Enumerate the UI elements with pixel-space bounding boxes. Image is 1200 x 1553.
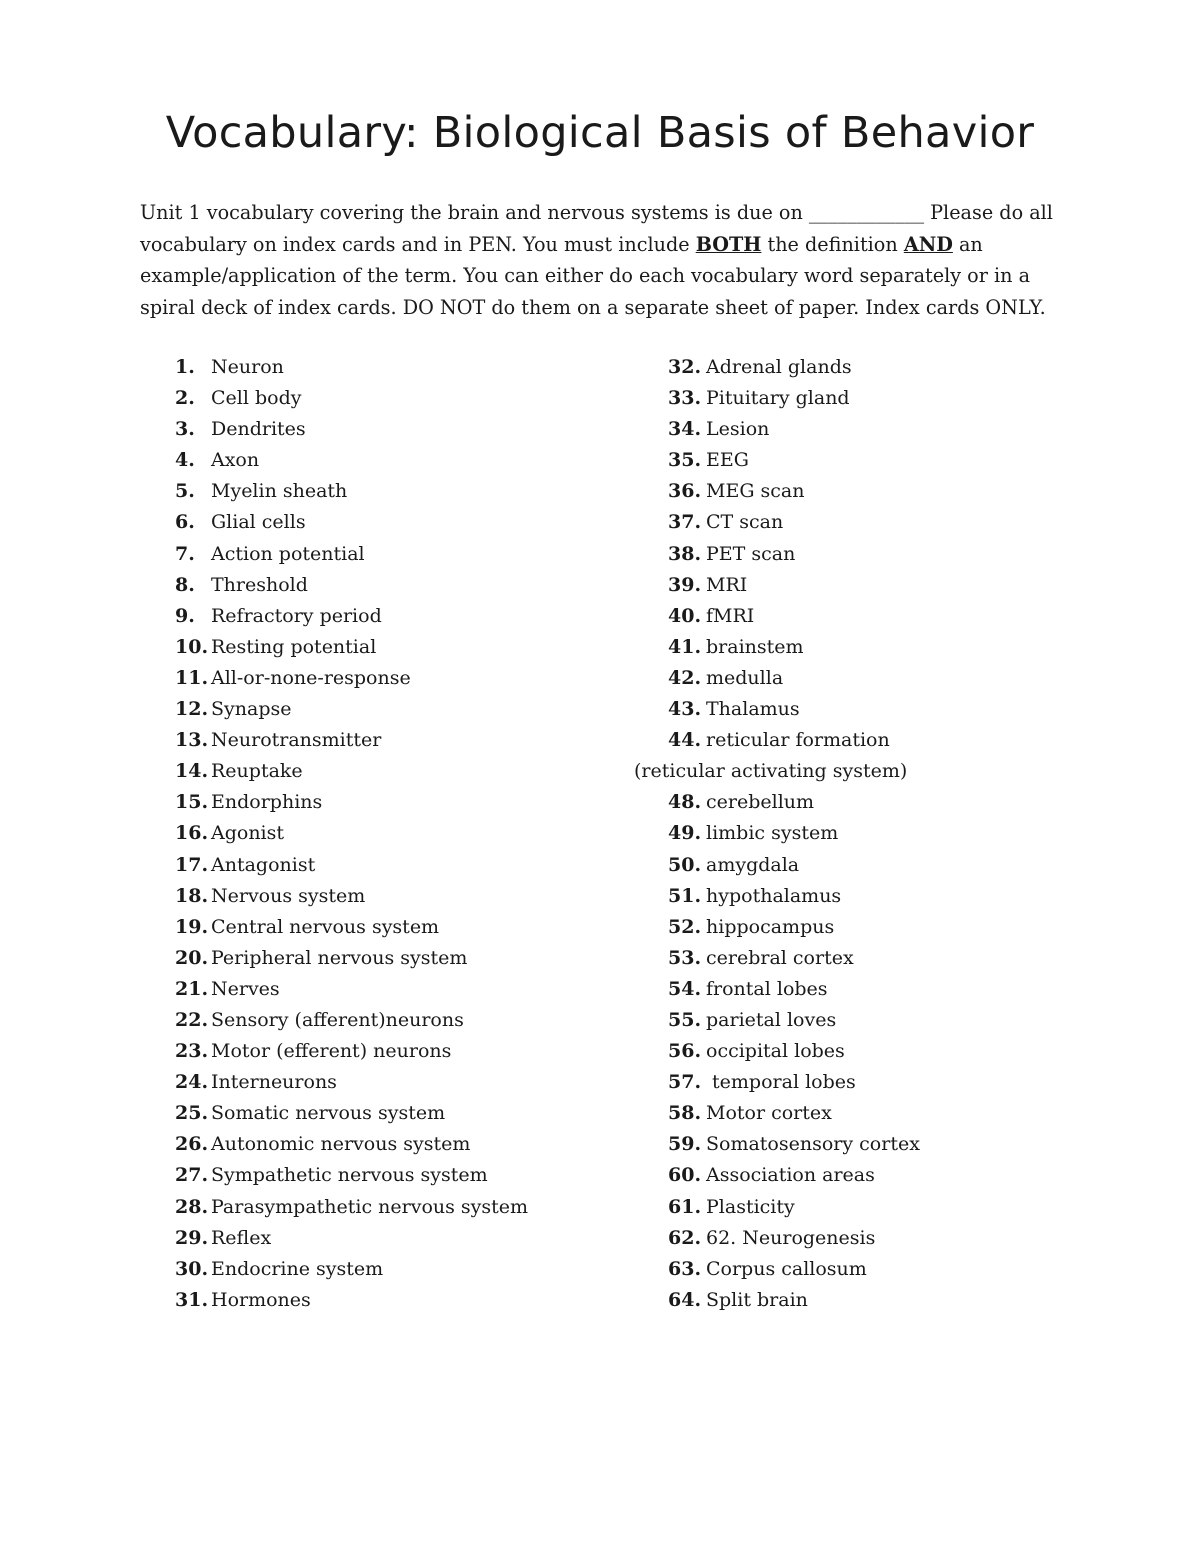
vocab-item bbox=[175, 414, 615, 445]
vocab-item bbox=[668, 507, 1148, 538]
vocab-item bbox=[175, 881, 615, 912]
vocab-number: 64. bbox=[668, 1288, 702, 1311]
vocab-number: 22. bbox=[175, 1008, 209, 1031]
vocab-number: 18. bbox=[175, 884, 209, 907]
vocab-term: amygdala bbox=[706, 853, 800, 876]
vocab-item bbox=[668, 414, 1148, 445]
vocab-term: Reuptake bbox=[211, 760, 303, 783]
vocab-term: parietal loves bbox=[706, 1008, 837, 1031]
vocab-term: EEG bbox=[706, 449, 749, 472]
vocab-term: Nervous system bbox=[211, 884, 366, 907]
vocab-number: 37. bbox=[668, 511, 702, 534]
vocab-number: 12. bbox=[175, 698, 209, 721]
vocab-number: 61. bbox=[668, 1195, 702, 1218]
vocab-item bbox=[175, 383, 615, 414]
instructions-paragraph bbox=[140, 197, 1070, 323]
vocab-number: 10. bbox=[175, 635, 209, 658]
vocab-term: Refractory period bbox=[211, 604, 382, 627]
vocab-item bbox=[668, 1192, 1148, 1223]
vocab-term: cerebellum bbox=[706, 791, 815, 814]
vocab-number: 38. bbox=[668, 542, 702, 565]
vocab-number: 13. bbox=[175, 729, 209, 752]
vocab-number: 11. bbox=[175, 666, 209, 689]
vocab-number: 23. bbox=[175, 1040, 209, 1063]
vocab-number: 43. bbox=[668, 698, 702, 721]
vocab-item bbox=[175, 1005, 615, 1036]
vocab-number: 16. bbox=[175, 822, 209, 845]
vocab-number: 39. bbox=[668, 573, 702, 596]
vocab-number: 8. bbox=[175, 573, 195, 596]
vocab-term: Hormones bbox=[211, 1288, 311, 1311]
vocab-item bbox=[175, 943, 615, 974]
vocab-term: Axon bbox=[211, 449, 260, 472]
vocab-item bbox=[175, 1254, 615, 1285]
vocab-item bbox=[175, 1036, 615, 1067]
vocab-term: MRI bbox=[706, 573, 748, 596]
vocab-number: 54. bbox=[668, 977, 702, 1000]
instructions-text-1: Unit 1 vocabulary covering the brain and nervous systems is due on ____________ Please do all vocabulary on index cards and in PEN. You must include bbox=[140, 201, 1053, 256]
vocab-term: Autonomic nervous system bbox=[211, 1133, 471, 1156]
vocab-item bbox=[175, 1098, 615, 1129]
vocab-number: 28. bbox=[175, 1195, 209, 1218]
vocab-item bbox=[175, 974, 615, 1005]
vocab-number: 25. bbox=[175, 1102, 209, 1125]
vocab-term: Somatosensory cortex bbox=[706, 1133, 920, 1156]
vocab-number: 33. bbox=[668, 387, 702, 410]
vocab-term: Motor (efferent) neurons bbox=[211, 1040, 452, 1063]
vocab-item bbox=[668, 1005, 1148, 1036]
vocab-term: fMRI bbox=[706, 604, 755, 627]
vocab-item bbox=[175, 850, 615, 881]
vocab-term: hippocampus bbox=[706, 915, 835, 938]
vocab-number: 21. bbox=[175, 977, 209, 1000]
vocab-number: 42. bbox=[668, 666, 702, 689]
vocab-term: Action potential bbox=[211, 542, 365, 565]
vocab-item bbox=[668, 632, 1148, 663]
vocab-item bbox=[175, 1223, 615, 1254]
emphasis-both: BOTH bbox=[695, 232, 762, 256]
vocab-term: Lesion bbox=[706, 418, 770, 441]
vocab-item bbox=[175, 570, 615, 601]
vocab-term: PET scan bbox=[706, 542, 796, 565]
vocab-term: Agonist bbox=[211, 822, 285, 845]
vocab-item bbox=[668, 383, 1148, 414]
vocab-item bbox=[175, 818, 615, 849]
vocab-term: Endocrine system bbox=[211, 1257, 384, 1280]
vocab-number: 2. bbox=[175, 387, 195, 410]
vocab-term: Somatic nervous system bbox=[211, 1102, 446, 1125]
vocab-item bbox=[668, 881, 1148, 912]
vocab-item bbox=[175, 1285, 615, 1316]
vocab-item bbox=[175, 694, 615, 725]
vocab-item bbox=[668, 445, 1148, 476]
vocab-term: All-or-none-response bbox=[211, 666, 411, 689]
vocab-number: 17. bbox=[175, 853, 209, 876]
vocab-item bbox=[668, 601, 1148, 632]
vocab-term: Cell body bbox=[211, 387, 302, 410]
vocab-item bbox=[668, 1223, 1148, 1254]
vocab-item bbox=[668, 725, 1148, 756]
vocab-term: Sympathetic nervous system bbox=[211, 1164, 488, 1187]
vocab-term: MEG scan bbox=[706, 480, 805, 503]
instructions-text-2: the definition bbox=[761, 232, 904, 256]
vocab-number: 51. bbox=[668, 884, 702, 907]
vocab-item bbox=[668, 1067, 1148, 1098]
vocab-item bbox=[668, 570, 1148, 601]
vocab-term: Synapse bbox=[211, 698, 292, 721]
instructions-text-3: an example/application of the term. You can either do each vocabulary word separately or in a spiral deck of index cards. DO NOT do them on a separate sheet of paper. Index cards ONLY. bbox=[140, 232, 1046, 319]
vocab-item bbox=[175, 352, 615, 383]
vocab-term: Dendrites bbox=[211, 418, 306, 441]
vocab-number: 5. bbox=[175, 480, 195, 503]
vocab-number: 60. bbox=[668, 1164, 702, 1187]
vocab-term: hypothalamus bbox=[706, 884, 842, 907]
vocab-item bbox=[668, 974, 1148, 1005]
vocab-item bbox=[175, 912, 615, 943]
vocab-term: Pituitary gland bbox=[706, 387, 850, 410]
vocab-number: 57. bbox=[668, 1071, 702, 1094]
vocab-term: Adrenal glands bbox=[706, 356, 852, 378]
vocab-number: 31. bbox=[175, 1288, 209, 1311]
vocab-item bbox=[175, 445, 615, 476]
vocab-number: 29. bbox=[175, 1226, 209, 1249]
vocab-term: Sensory (afferent)neurons bbox=[211, 1008, 464, 1031]
vocab-list-left bbox=[175, 352, 615, 1316]
vocab-term: Association areas bbox=[706, 1164, 875, 1187]
vocab-number: 34. bbox=[668, 418, 702, 441]
vocab-number: 36. bbox=[668, 480, 702, 503]
vocab-term: Interneurons bbox=[211, 1071, 337, 1094]
vocab-item bbox=[175, 539, 615, 570]
vocab-number: 24. bbox=[175, 1071, 209, 1094]
vocab-term: Neurotransmitter bbox=[211, 729, 382, 752]
vocab-number: 20. bbox=[175, 946, 209, 969]
vocab-item bbox=[175, 476, 615, 507]
vocab-term: Glial cells bbox=[211, 511, 306, 534]
vocab-term: Myelin sheath bbox=[211, 480, 348, 503]
vocab-number: 62. bbox=[668, 1226, 702, 1249]
vocab-term: medulla bbox=[706, 666, 784, 689]
vocab-number: 49. bbox=[668, 822, 702, 845]
vocab-term: Threshold bbox=[211, 573, 308, 596]
vocab-number: 59. bbox=[668, 1133, 702, 1156]
vocab-item bbox=[175, 1129, 615, 1160]
vocab-number: 55. bbox=[668, 1008, 702, 1031]
vocab-term: 62. Neurogenesis bbox=[706, 1226, 876, 1249]
vocab-item bbox=[668, 787, 1148, 818]
vocab-item bbox=[668, 476, 1148, 507]
emphasis-and: AND bbox=[903, 232, 953, 256]
vocab-item bbox=[175, 787, 615, 818]
vocab-number: 26. bbox=[175, 1133, 209, 1156]
vocab-term: Resting potential bbox=[211, 635, 377, 658]
vocab-term: Plasticity bbox=[706, 1195, 795, 1218]
vocab-number: 7. bbox=[175, 542, 195, 565]
vocab-number: 48. bbox=[668, 791, 702, 814]
vocab-item bbox=[175, 1192, 615, 1223]
vocab-item bbox=[668, 694, 1148, 725]
vocab-item bbox=[668, 1098, 1148, 1129]
vocab-number: 40. bbox=[668, 604, 702, 627]
vocab-term: Nerves bbox=[211, 977, 280, 1000]
vocab-number: 15. bbox=[175, 791, 209, 814]
vocab-number: 50. bbox=[668, 853, 702, 876]
vocab-term: Parasympathetic nervous system bbox=[211, 1195, 529, 1218]
vocab-term: Peripheral nervous system bbox=[211, 946, 468, 969]
vocab-item bbox=[175, 1160, 615, 1191]
vocab-number: 32. bbox=[668, 356, 702, 378]
vocab-item bbox=[668, 1160, 1148, 1191]
vocab-term: Antagonist bbox=[211, 853, 316, 876]
vocab-term: Motor cortex bbox=[706, 1102, 832, 1125]
vocab-number: 4. bbox=[175, 449, 195, 472]
vocab-item bbox=[175, 1067, 615, 1098]
vocab-term: occipital lobes bbox=[706, 1040, 845, 1063]
vocab-item bbox=[175, 725, 615, 756]
vocab-item bbox=[668, 1254, 1148, 1285]
vocab-number: 44. bbox=[668, 729, 702, 752]
vocab-number: 6. bbox=[175, 511, 195, 534]
vocab-item bbox=[175, 756, 615, 787]
vocab-number: 56. bbox=[668, 1040, 702, 1063]
vocab-number: 27. bbox=[175, 1164, 209, 1187]
vocab-number: 3. bbox=[175, 418, 195, 441]
vocab-term: Corpus callosum bbox=[706, 1257, 867, 1280]
vocab-term: frontal lobes bbox=[706, 977, 828, 1000]
vocab-term: brainstem bbox=[706, 635, 804, 658]
vocab-number: 1. bbox=[175, 356, 195, 378]
vocab-term: Neuron bbox=[211, 356, 284, 378]
page-title: Vocabulary: Biological Basis of Behavior bbox=[165, 108, 1035, 158]
vocab-item bbox=[175, 632, 615, 663]
vocab-item bbox=[668, 943, 1148, 974]
vocab-term: (reticular activating system) bbox=[634, 760, 908, 783]
vocab-number: 30. bbox=[175, 1257, 209, 1280]
vocab-term: Thalamus bbox=[706, 698, 800, 721]
vocab-item bbox=[668, 850, 1148, 881]
vocab-item bbox=[668, 1129, 1148, 1160]
vocab-term: reticular formation bbox=[706, 729, 890, 752]
vocab-item bbox=[668, 1285, 1148, 1316]
vocab-item bbox=[175, 601, 615, 632]
vocab-number: 41. bbox=[668, 635, 702, 658]
vocab-item bbox=[175, 507, 615, 538]
vocab-item bbox=[668, 912, 1148, 943]
vocab-term: Central nervous system bbox=[211, 915, 440, 938]
vocab-number: 63. bbox=[668, 1257, 702, 1280]
vocab-list-right bbox=[634, 352, 1148, 1316]
vocab-item bbox=[175, 663, 615, 694]
vocab-item bbox=[634, 756, 1148, 787]
vocab-number: 58. bbox=[668, 1102, 702, 1125]
vocab-number: 52. bbox=[668, 915, 702, 938]
vocab-item bbox=[668, 663, 1148, 694]
vocab-item bbox=[668, 352, 1148, 383]
vocab-item bbox=[668, 818, 1148, 849]
vocab-number: 14. bbox=[175, 760, 209, 783]
vocab-number: 53. bbox=[668, 946, 702, 969]
vocab-number: 9. bbox=[175, 604, 195, 627]
vocab-term: cerebral cortex bbox=[706, 946, 854, 969]
vocab-term: CT scan bbox=[706, 511, 784, 534]
vocab-item bbox=[668, 539, 1148, 570]
vocab-term: Split brain bbox=[706, 1288, 808, 1311]
vocab-number: 19. bbox=[175, 915, 209, 938]
vocab-term: Endorphins bbox=[211, 791, 323, 814]
vocab-term: temporal lobes bbox=[706, 1071, 856, 1094]
vocab-term: Reflex bbox=[211, 1226, 272, 1249]
vocab-term: limbic system bbox=[706, 822, 839, 845]
vocab-number: 35. bbox=[668, 449, 702, 472]
vocab-item bbox=[668, 1036, 1148, 1067]
